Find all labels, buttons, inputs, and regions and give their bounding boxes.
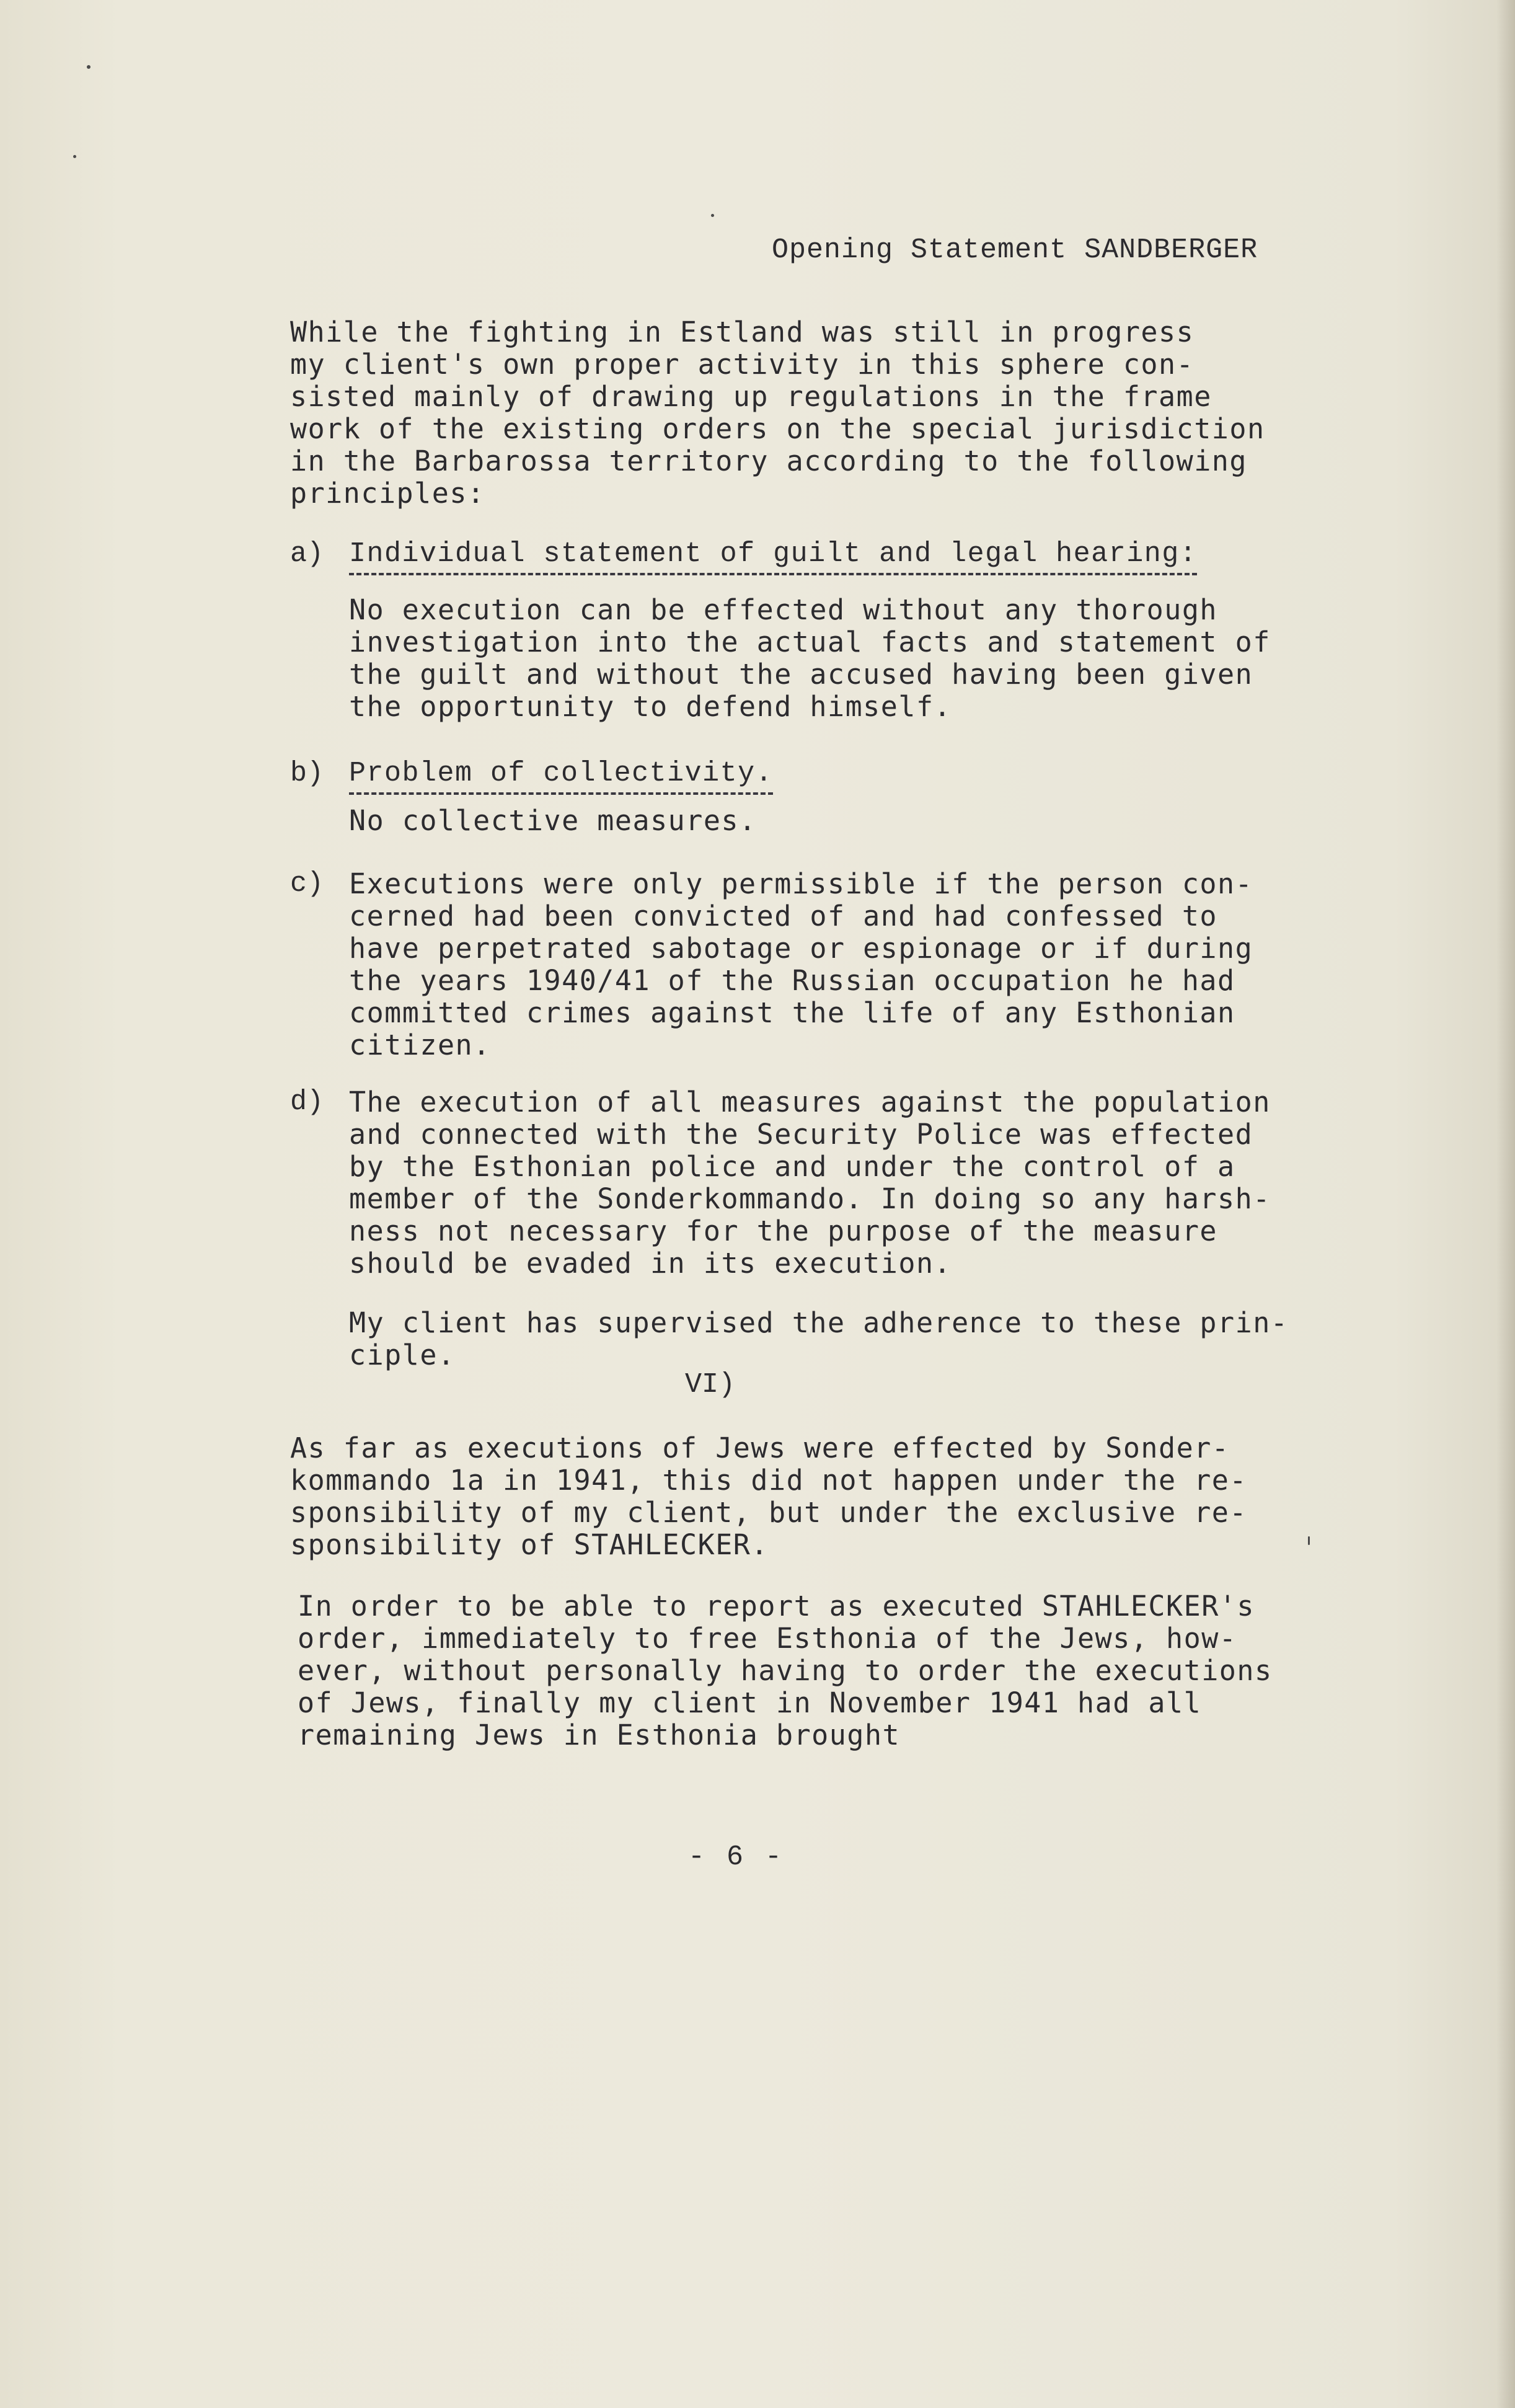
page-edge-shadow [1496, 0, 1515, 2408]
principle-a-text: No execution can be effected without any thorough investigation into the actual facts and statement of the guilt and without the accused having been given the opportunity to defend himself. [349, 593, 1271, 723]
paper-speck [711, 214, 714, 217]
principle-b-label: b) [290, 758, 324, 789]
page-header: Opening Statement SANDBERGER [772, 234, 1258, 266]
paragraph-executions: As far as executions of Jews were effected by Sonder- kommando 1a in 1941, this did not happen under the re- sponsibility of my client, but under the exclusive re- sponsibility of STAHLECKER. [290, 1432, 1247, 1561]
principle-b-text: No collective measures. [349, 804, 757, 837]
principle-d-label: d) [290, 1086, 324, 1118]
principle-b-heading: Problem of collectivity. [349, 758, 773, 795]
section-number: VI) [685, 1369, 736, 1401]
principle-d-text: The execution of all measures against the population and connected with the Security Police was effected by the Esthonian police and under the control of a member of the Sonderkommando. In doing so any harsh- ness not necessary for the purpose of the measure should be evaded in its execution. [349, 1086, 1271, 1280]
paper-speck [1308, 1536, 1310, 1545]
paper-speck [73, 155, 76, 158]
page-number: - 6 - [688, 1841, 785, 1873]
paragraph-order: In order to be able to report as executed STAHLECKER's order, immediately to free Esthonia of the Jews, how- ever, without personally having to order the executions of Jews, finally my client in November 1941 had all remaining Jews in Esthonia brought [298, 1590, 1273, 1751]
supervision-paragraph: My client has supervised the adherence to these prin- ciple. [349, 1306, 1289, 1371]
principle-c-text: Executions were only permissible if the person con- cerned had been convicted of and had confessed to have perpetrated sabotage or espionage or if during the years 1940/41 of the Russian occupation he had committed crimes against the life of any Esthonian citizen. [349, 867, 1253, 1061]
intro-paragraph: While the fighting in Estland was still in progress my client's own proper activity in this sphere con- sisted mainly of drawing up regulations in the frame work of the existing orders on the special jurisdiction in the Barbarossa territory according to the following principles: [290, 316, 1265, 510]
paper-speck [87, 65, 91, 69]
principle-a-heading: Individual statement of guilt and legal hearing: [349, 538, 1197, 575]
principle-a-label: a) [290, 538, 324, 570]
principle-c-label: c) [290, 868, 324, 900]
